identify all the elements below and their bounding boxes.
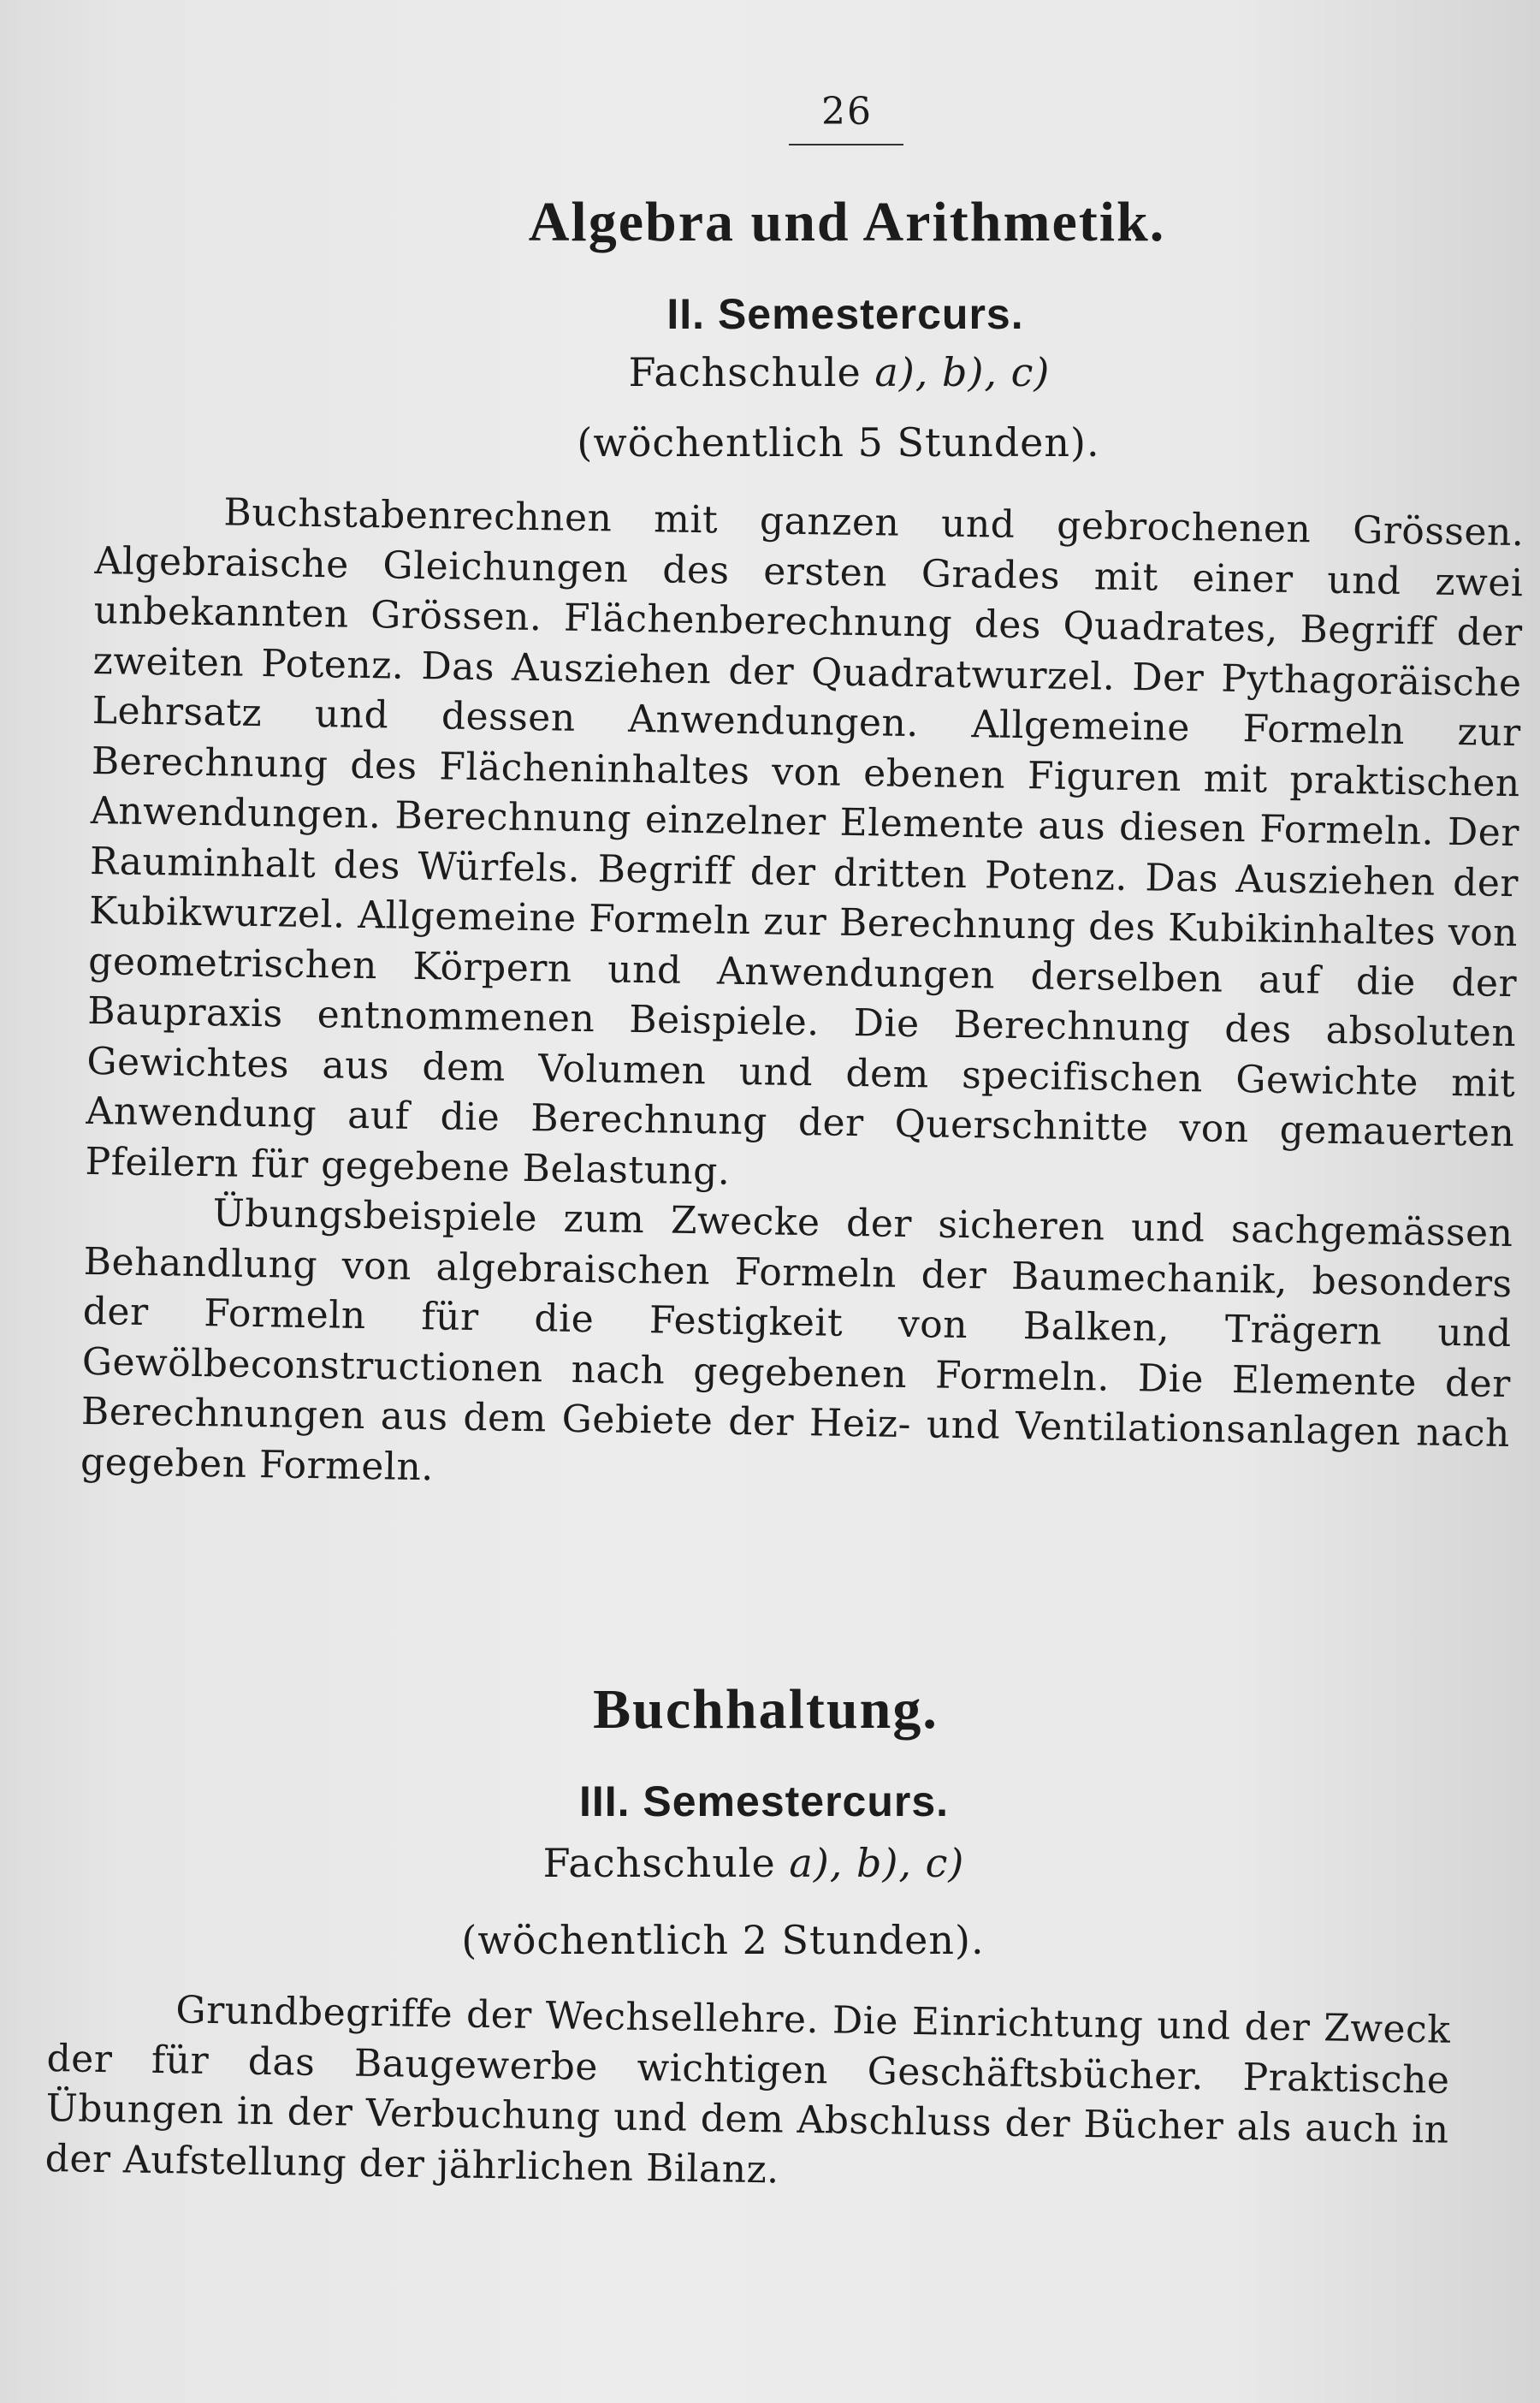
- school-classes: a), b), c): [789, 1840, 965, 1886]
- section-body-buchhaltung: [44, 1984, 1450, 2206]
- school-classes: a), b), c): [874, 349, 1051, 395]
- section-hours-algebra: (wöchentlich 5 Stunden).: [577, 419, 1100, 466]
- paragraph: Übungsbeispiele zum Zwecke der sicheren und sachgemässen Behandlung von algebraischen Formeln der Baumechanik, besonders der Formeln für die Festigkeit von Balken, Trägern und Gewölbeconstructionen nach gegebenen Formeln. Die Elemente der Berechnungen aus dem Gebiete der Heiz- und Ventilationsanlagen nach gegeben Formeln.: [80, 1191, 1513, 1489]
- paragraph: Buchstabenrechnen mit ganzen und gebrochenen Grössen. Algebraische Gleichungen des ersten Grades mit einer und zwei unbekannten Grössen. Flächenberechnung des Quadrates, Begriff der zweiten Potenz. Das Ausziehen der Quadratwurzel. Der Pythagoräische Lehrsatz und dessen Anwendungen. Allgemeine Formeln zur Berechnung des Flächeninhaltes von ebenen Figuren mit praktischen Anwendungen. Berechnung einzelner Elemente aus diesen Formeln. Der Rauminhalt des Würfels. Begriff der dritten Potenz. Das Ausziehen der Kubikwurzel. Allgemeine Formeln zur Berechnung des Kubikinhaltes von geometrischen Körpern und Anwendungen derselben auf die der Baupraxis entnommenen Beispiele. Die Berechnung des absoluten Gewichtes aus dem Volumen und dem specifischen Gewichte mit Anwendung auf die Berechnung der Querschnitte von gemauerten Pfeilern für gegebene Belastung.: [85, 490, 1525, 1194]
- section-school-algebra: [0, 349, 1540, 395]
- section-school-buchhaltung: [0, 1840, 1507, 1886]
- section-hours-buchhaltung: (wöchentlich 2 Stunden).: [461, 1917, 985, 1963]
- page-number: 26: [821, 90, 873, 134]
- section-title-algebra: Algebra und Arithmetik.: [528, 191, 1166, 253]
- section-body-algebra: [80, 486, 1525, 1510]
- school-prefix: Fachschule: [628, 349, 862, 395]
- page-number-rule: [789, 144, 903, 145]
- section-semester-algebra: II. Semestercurs.: [666, 290, 1024, 338]
- section-title-buchhaltung: Buchhaltung.: [593, 1678, 939, 1741]
- school-prefix: Fachschule: [542, 1840, 776, 1886]
- paragraph: Grundbegriffe der Wechsellehre. Die Einrichtung und der Zweck der für das Baugewerbe wichtigen Geschäftsbücher. Praktische Übungen in der Verbuchung und dem Abschluss der Bücher als auch in der Aufstellung der jährlichen Bilanz.: [44, 1988, 1451, 2192]
- section-semester-buchhaltung: III. Semestercurs.: [578, 1777, 950, 1825]
